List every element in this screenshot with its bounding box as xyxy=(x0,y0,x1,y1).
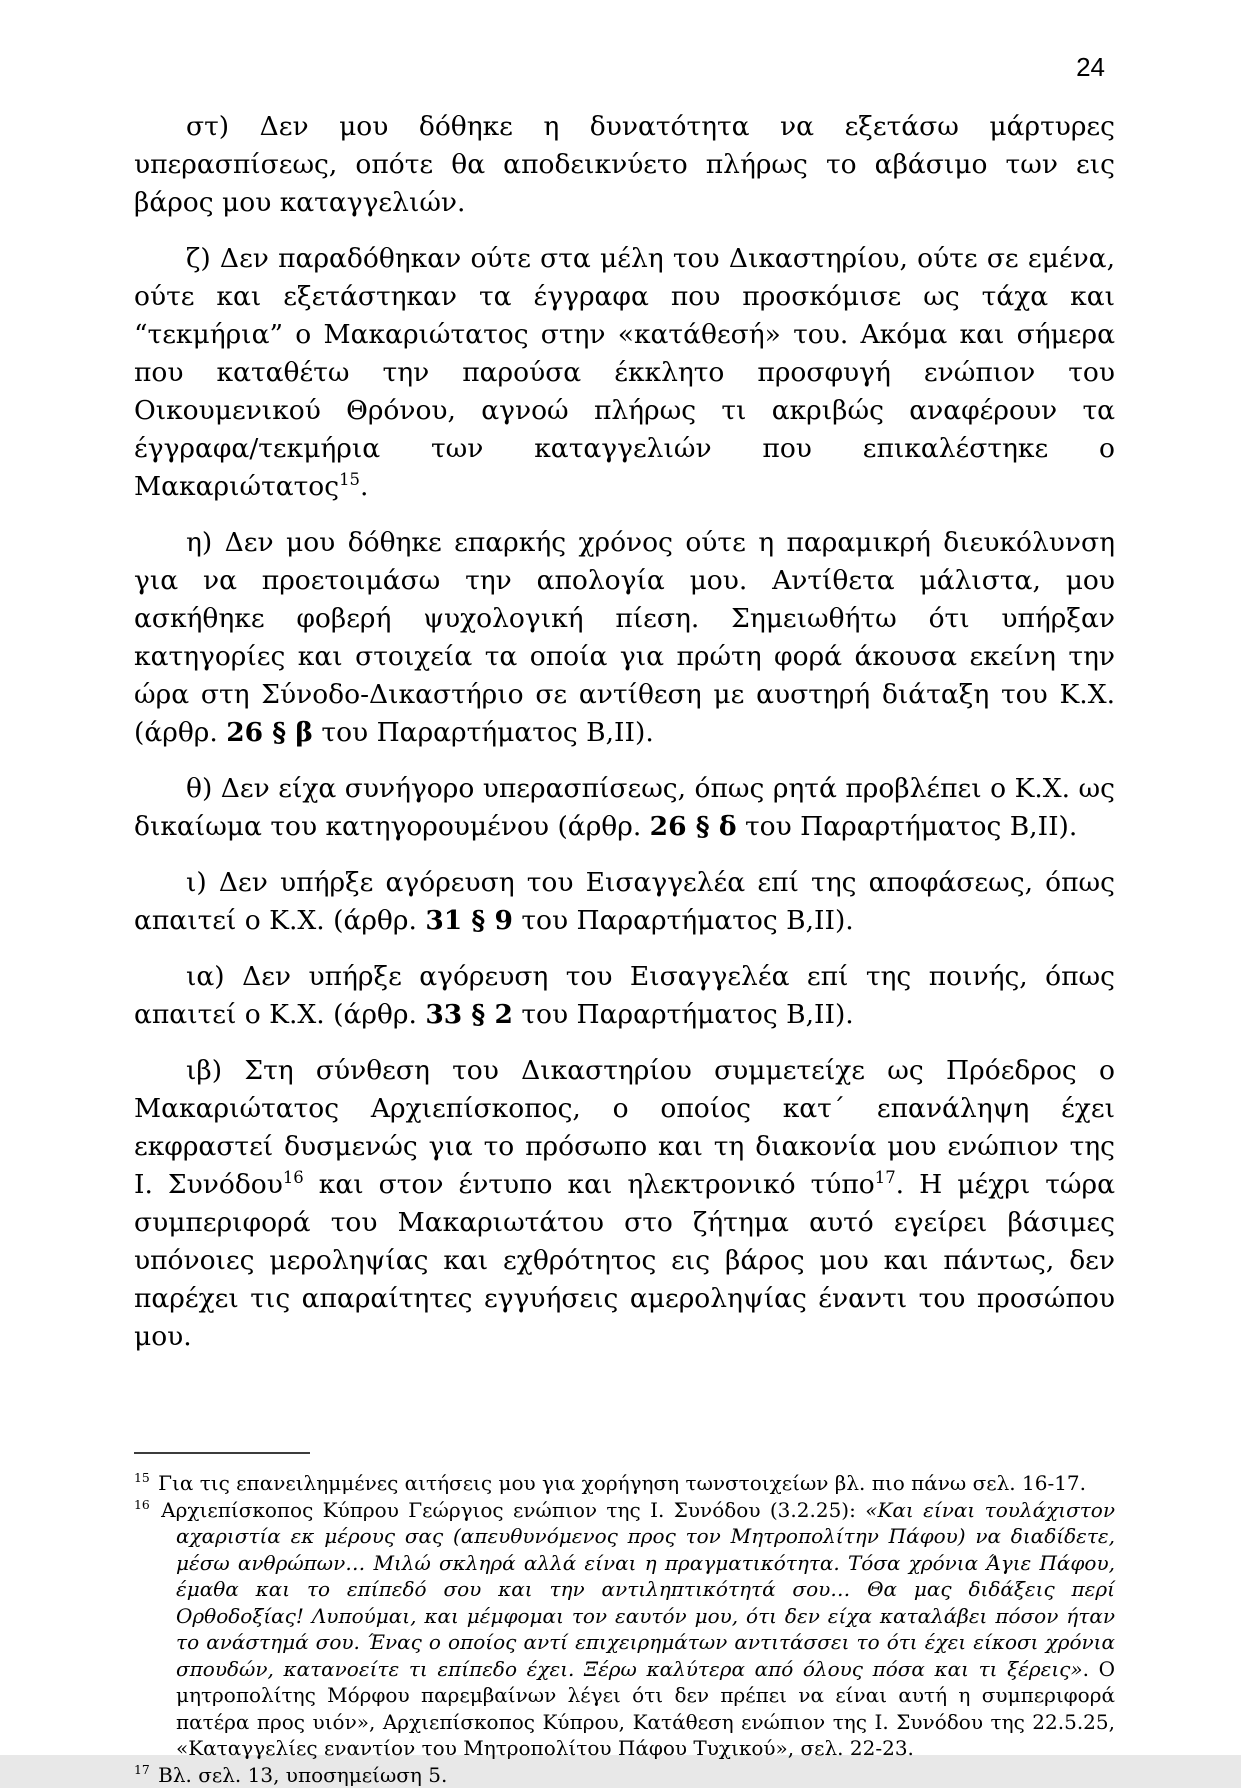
text-run: του Παραρτήματος Β,ΙΙ). xyxy=(737,811,1078,842)
footnote-marker: 17 xyxy=(134,1762,150,1777)
text-run: . xyxy=(360,471,368,502)
text-run: . Ο μητροπολίτης Μόρφου παρεμβαίνων λέγει ότι δεν πρέπει να είναι αυτή η συμπεριφορά πατέρα προς υιόν», Αρχιεπίσκοπος Κύπρου, Κατάθεση ενώπιον της Ι. Συνόδου της 22.5.25, «Καταγγελίες εναντίον του Μητροπολίτου Πάφου Τυχικού», σελ. 22-23. xyxy=(176,1657,1115,1761)
text-run: στ) Δεν μου δόθηκε η δυνατότητα να εξετάσω μάρτυρες υπερασπίσεως, οπότε θα αποδεικνύετο πλήρως το αβάσιμο των εις βάρος μου καταγγελιών. xyxy=(134,111,1115,218)
text-run: του Παραρτήματος Β,ΙΙ). xyxy=(513,999,854,1030)
text-run: Για τις επανειλημμένες αιτήσεις μου για χορήγηση τωνστοιχείων βλ. πιο πάνω σελ. 16-17. xyxy=(152,1471,1086,1495)
superscript-ref: 16 xyxy=(283,1168,304,1187)
text-run: 26 § δ xyxy=(650,811,737,842)
footnote-separator xyxy=(134,1452,310,1454)
text-run: ζ) Δεν παραδόθηκαν ούτε στα μέλη του Δικαστηρίου, ούτε σε εμένα, ούτε και εξετάστηκαν τα έγγραφα που προσκόμισε ως τάχα και “τεκμήρια” ο Μακαριώτατος στην «κατάθεσή» του. Ακόμα και σήμερα που καταθέτω την παρούσα έκκλητο προσφυγή ενώπιον του Οικουμενικού Θρόνου, αγνοώ πλήρως τι ακριβώς αναφέρουν τα έγγραφα/τεκμήρια των καταγγελιών που επικαλέστηκε ο Μακαριώτατος xyxy=(134,243,1115,502)
text-run: 33 § 2 xyxy=(425,999,513,1030)
text-run: Αρχιεπίσκοπος Κύπρου Γεώργιος ενώπιον της Ι. Συνόδου (3.2.25): xyxy=(152,1498,865,1522)
text-run: του Παραρτήματος Β,ΙΙ). xyxy=(313,717,654,748)
body-text xyxy=(134,108,1115,1356)
page-number: 24 xyxy=(134,52,1105,82)
paragraph xyxy=(134,240,1115,506)
text-run: Βλ. σελ. 13, υποσημείωση 5. xyxy=(152,1763,448,1787)
text-run: 26 § β xyxy=(226,717,313,748)
paragraph xyxy=(134,524,1115,752)
superscript-ref: 15 xyxy=(339,470,360,489)
text-run: 31 § 9 xyxy=(425,905,513,936)
text-run: η) Δεν μου δόθηκε επαρκής χρόνος ούτε η παραμικρή διευκόλυνση για να προετοιμάσω την απολογία μου. Αντίθετα μάλιστα, μου ασκήθηκε φοβερή ψυχολογική πίεση. Σημειωθήτω ότι υπήρξαν κατηγορίες και στοιχεία τα οποία για πρώτη φορά άκουσα εκείνη την ώρα στη Σύνοδο-Δικαστήριο σε αντίθεση με αυστηρή διάταξη του Κ.Χ. (άρθρ. xyxy=(134,527,1115,748)
text-run: θ) Δεν είχα συνήγορο υπερασπίσεως, όπως ρητά προβλέπει ο Κ.Χ. ως δικαίωμα του κατηγορουμένου (άρθρ. xyxy=(134,773,1115,842)
footnote xyxy=(134,1470,1115,1497)
text-run: ι) Δεν υπήρξε αγόρευση του Εισαγγελέα επί της αποφάσεως, όπως απαιτεί ο Κ.Χ. (άρθρ. xyxy=(134,867,1115,936)
text-run: ια) Δεν υπήρξε αγόρευση του Εισαγγελέα επί της ποινής, όπως απαιτεί ο Κ.Χ. (άρθρ. xyxy=(134,961,1115,1030)
text-run: του Παραρτήματος Β,ΙΙ). xyxy=(513,905,854,936)
paragraph xyxy=(134,1052,1115,1356)
footnote xyxy=(134,1497,1115,1762)
text-run: . Η μέχρι τώρα συμπεριφορά του Μακαριωτάτου στο ζήτημα αυτό εγείρει βάσιμες υπόνοιες μεροληψίας και εχθρότητος εις βάρος μου και πάντως, δεν παρέχει τις απαραίτητες εγγυήσεις αμεροληψίας έναντι του προσώπου μου. xyxy=(134,1169,1115,1352)
footnote xyxy=(134,1762,1115,1788)
text-run: ιβ) Στη σύνθεση του Δικαστηρίου συμμετείχε ως Πρόεδρος ο Μακαριώτατος Αρχιεπίσκοπος, ο οποίος κατ΄ επανάληψη έχει εκφραστεί δυσμενώς για το πρόσωπο και τη διακονία μου ενώπιον της Ι. Συνόδου xyxy=(134,1055,1115,1200)
paragraph xyxy=(134,108,1115,222)
footnotes xyxy=(134,1470,1115,1788)
superscript-ref: 17 xyxy=(875,1168,896,1187)
footnote-marker: 16 xyxy=(134,1497,150,1512)
paragraph xyxy=(134,958,1115,1034)
paragraph xyxy=(134,770,1115,846)
text-run: «Και είναι τουλάχιστον αχαριστία εκ μέρους σας (απευθυνόμενος προς τον Μητροπολίτην Πάφου) να διαδίδετε, μέσω ανθρώπων… Μιλώ σκληρά αλλά είναι η πραγματικότητα. Τόσα χρόνια Άγιε Πάφου, έμαθα και το επίπεδό σου και την αντιληπτικότητά σου… Θα μας διδάξεις περί Ορθοδοξίας! Λυπούμαι, και μέμφομαι τον εαυτόν μου, ότι δεν είχα καταλάβει πόσον ήταν το ανάστημά σου. Ένας ο οποίος αντί επιχειρημάτων αντιτάσσει το ότι έχει είκοσι χρόνια σπουδών, κατανοείτε τι επίπεδο έχει. Ξέρω καλύτερα από όλους πόσα και τι ξέρεις» xyxy=(176,1498,1115,1681)
paragraph xyxy=(134,864,1115,940)
footnote-marker: 15 xyxy=(134,1470,150,1485)
text-run: και στον έντυπο και ηλεκτρονικό τύπο xyxy=(304,1169,875,1200)
